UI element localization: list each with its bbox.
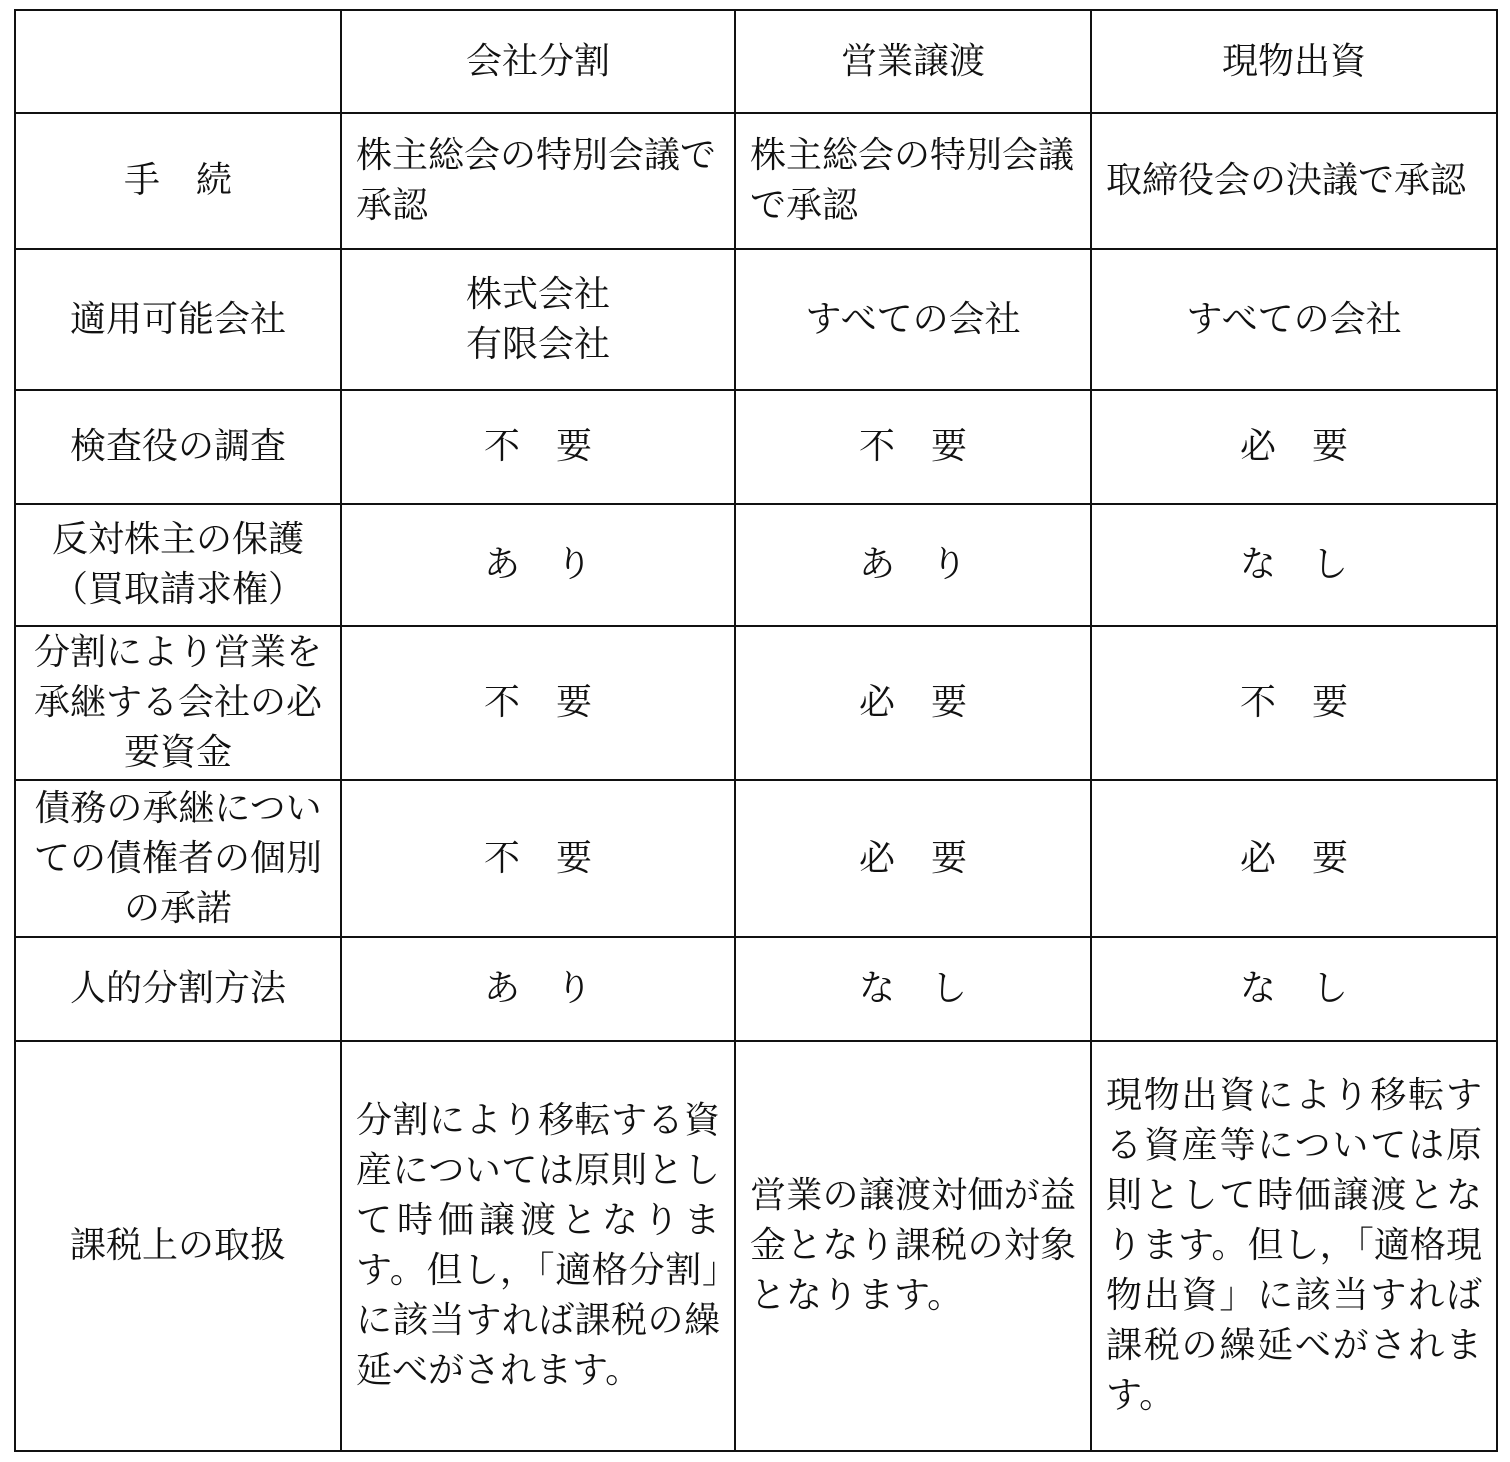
table-cell: 不 要 — [1091, 626, 1497, 780]
table-cell: 分割により移転する資産については原則として時価譲渡となります。但し，「適格分割」に該当すれば課税の繰延べがされます。 — [341, 1041, 735, 1451]
table-cell: 株式会社 有限会社 — [341, 249, 735, 390]
table-cell: 取締役会の決議で承認 — [1091, 113, 1497, 249]
table-row-personal-split — [15, 937, 1497, 1041]
header-row — [15, 10, 1497, 113]
row-label-tax-treatment: 課税上の取扱 — [15, 1041, 341, 1451]
table-cell: 必 要 — [1091, 780, 1497, 937]
table-cell: な し — [1091, 504, 1497, 626]
table-row-applicable-companies — [15, 249, 1497, 390]
table-cell: 不 要 — [341, 390, 735, 504]
comparison-table — [14, 9, 1498, 1452]
table-cell: 不 要 — [735, 390, 1091, 504]
table-cell: 営業の譲渡対価が益金となり課税の対象となります。 — [735, 1041, 1091, 1451]
table-cell: あ り — [341, 504, 735, 626]
table-cell: あ り — [735, 504, 1091, 626]
row-label-required-funds: 分割により営業を承継する会社の必要資金 — [15, 626, 341, 780]
header-business-transfer: 営業譲渡 — [735, 10, 1091, 113]
table-cell: 株主総会の特別会議で承認 — [735, 113, 1091, 249]
table-cell: な し — [735, 937, 1091, 1041]
header-company-split: 会社分割 — [341, 10, 735, 113]
table-cell: 不 要 — [341, 780, 735, 937]
table-cell: あ り — [341, 937, 735, 1041]
table-cell: 不 要 — [341, 626, 735, 780]
row-label-creditor-consent: 債務の承継についての債権者の個別の承諾 — [15, 780, 341, 937]
row-label-procedure: 手 続 — [15, 113, 341, 249]
table-cell: 現物出資により移転する資産等については原則として時価譲渡となります。但し，「適格現物出資」に該当すれば課税の繰延べがされます。 — [1091, 1041, 1497, 1451]
table-cell: すべての会社 — [735, 249, 1091, 390]
table-cell: 必 要 — [735, 626, 1091, 780]
table-cell: すべての会社 — [1091, 249, 1497, 390]
table-row-required-funds — [15, 626, 1497, 780]
table-row-inspector-survey — [15, 390, 1497, 504]
table-row-tax-treatment — [15, 1041, 1497, 1451]
row-label-shareholder-protection: 反対株主の保護 （買取請求権） — [15, 504, 341, 626]
table-cell: な し — [1091, 937, 1497, 1041]
table-row-creditor-consent — [15, 780, 1497, 937]
row-label-inspector-survey: 検査役の調査 — [15, 390, 341, 504]
table-cell: 株主総会の特別会議で承認 — [341, 113, 735, 249]
table-row-procedure — [15, 113, 1497, 249]
table-cell: 必 要 — [735, 780, 1091, 937]
row-label-personal-split: 人的分割方法 — [15, 937, 341, 1041]
row-label-applicable-companies: 適用可能会社 — [15, 249, 341, 390]
header-in-kind-contribution: 現物出資 — [1091, 10, 1497, 113]
header-corner-cell — [15, 10, 341, 113]
table-row-shareholder-protection — [15, 504, 1497, 626]
table-cell: 必 要 — [1091, 390, 1497, 504]
